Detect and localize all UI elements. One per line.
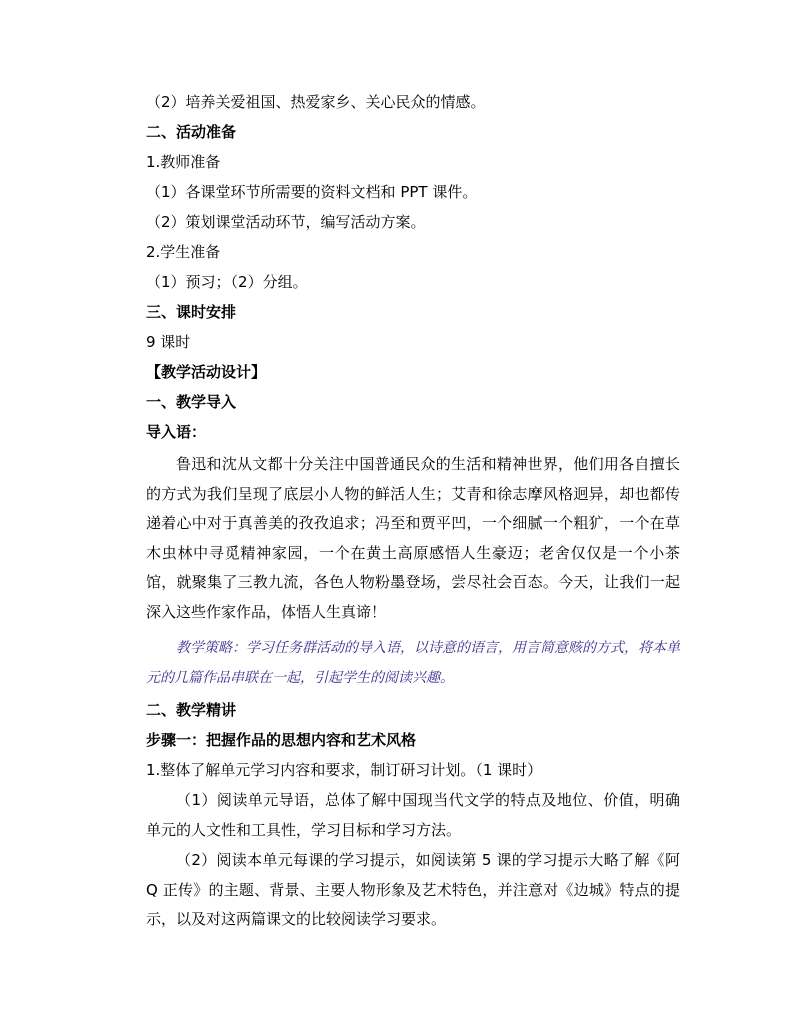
part-1-heading: 一、教学导入 [146,393,237,411]
item-1-text: 1.整体了解单元学习内容和要求，制订研习计划。（1 课时） [146,761,543,779]
teacher-prep-heading: 1.教师准备 [146,153,221,171]
teacher-prep-item-2: （2）策划课堂活动环节，编写活动方案。 [146,213,426,231]
student-prep-heading: 2.学生准备 [146,243,221,261]
hours-text: 9 课时 [146,333,191,351]
item-1-2-paragraph: （2）阅读本单元每课的学习提示，如阅读第 5 课的学习提示大略了解《阿 Q 正传》的主题、背景、主要人物形象及艺术特色，并注意对《边城》特点的提示，以及对这两篇课文的比较阅读学习要求。 [146,851,680,928]
item-1-1-paragraph: （1）阅读单元导语，总体了解中国现当代文学的特点及地位、价值，明确单元的人文性和工具性，学习目标和学习方法。 [146,791,680,839]
student-prep-items: （1）预习；（2）分组。 [146,273,308,291]
section-2-heading: 二、活动准备 [146,123,237,141]
goal-2-text: （2）培养关爱祖国、热爱家乡、关心民众的情感。 [146,93,486,111]
strategy-note: 教学策略：学习任务群活动的导入语，以诗意的语言，用言简意赅的方式，将本单元的几篇作品串联在一起，引起学生的阅读兴趣。 [146,640,680,686]
teacher-prep-item-1: （1）各课堂环节所需要的资料文档和 PPT 课件。 [146,183,478,201]
intro-paragraph: 鲁迅和沈从文都十分关注中国普通民众的生活和精神世界，他们用各自擅长的方式为我们呈现了底层小人物的鲜活人生；艾青和徐志摩风格迥异，却也都传递着心中对于真善美的孜孜追求；冯至和贾平凹，一个细腻一个粗犷，一个在草木虫林中寻觅精神家园，一个在黄土高原感悟人生豪迈；老舍仅仅是一个小茶馆，就聚集了三教九流，各色人物粉墨登场，尝尽社会百态。今天，让我们一起深入这些作家作品，体悟人生真谛！ [146,455,680,621]
step-1-heading: 步骤一：把握作品的思想内容和艺术风格 [146,731,417,749]
design-heading: 【教学活动设计】 [146,363,267,381]
intro-label: 导入语： [146,423,207,441]
part-2-heading: 二、教学精讲 [146,701,237,719]
section-3-heading: 三、课时安排 [146,303,237,321]
